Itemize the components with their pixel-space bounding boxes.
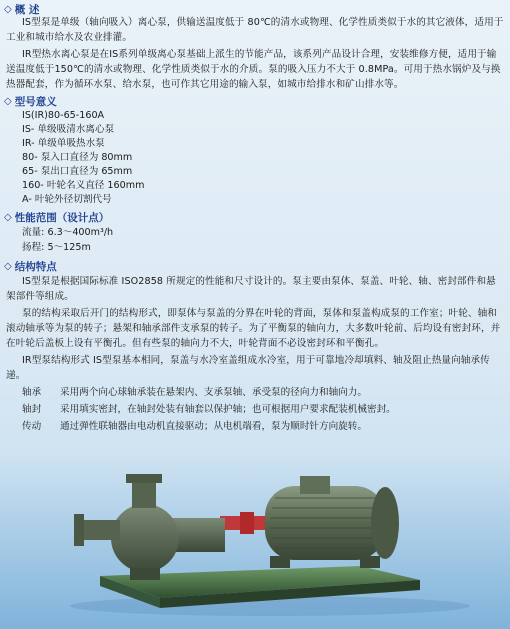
diamond-icon: ◇ xyxy=(4,96,12,107)
pump-foot xyxy=(130,568,160,580)
pump-svg xyxy=(60,458,480,618)
discharge-nozzle xyxy=(132,480,156,508)
structure-para-3: IR型泵结构形式 IS型泵基本相同，泵盖与水冷室盖组成水冷室，用于可靠地冷却填料、轴及阻止热量向轴承传递。 xyxy=(6,355,490,382)
pump-illustration xyxy=(60,458,480,618)
diamond-icon: ◇ xyxy=(4,261,12,272)
suction-flange-rim xyxy=(74,514,84,546)
feature-seal: 轴封 采用填实密封，在轴封处装有轴套以保护轴；也可根据用户要求配装机械密封。 xyxy=(22,404,396,415)
pump-volute xyxy=(111,504,179,572)
structure-title: ◇ 结构特点 xyxy=(4,261,57,273)
diamond-icon: ◇ xyxy=(4,212,12,223)
coupling xyxy=(240,512,254,534)
structure-para-2: 泵的结构采取后开门的结构形式，即泵体与泵盖的分界在叶轮的背面，泵体和泵盖构成泵的工作室；叶轮、轴和滚动轴承等为泵的转子；悬架和轴承部件支承泵的转子。为了平衡泵的轴向力，大多数叶轮前、后均设有密封环，并在叶轮后盖板上设有平衡孔。但有些泵的轴向力不大，叶轮背面不必设密封环和平衡孔。 xyxy=(6,308,501,350)
discharge-flange xyxy=(126,474,162,483)
model-line: 160- 叶轮名义直径 160mm xyxy=(22,180,145,191)
overview-para-2: IR型热水离心泵是在IS系列单级离心泵基础上派生的节能产品，该系列产品设计合理，安装维修方便，适用于输送温度低于150℃的清水或物理、化学性质类似于水的介质。泵的吸入压力不大于 0.8MPa。可用于热水锅炉及与换热器配套，作为循环水泵、给水泵，也可作其它用途的输入泵，如城市给排水和矿山排水等。 xyxy=(6,49,501,91)
model-line: IS- 单级吸清水离心泵 xyxy=(22,124,115,135)
diamond-icon: ◇ xyxy=(4,4,12,15)
motor-body xyxy=(265,486,385,560)
performance-title: ◇ 性能范围（设计点） xyxy=(4,212,110,224)
motor-fan-cover xyxy=(371,487,399,559)
structure-para-1: IS型泵是根据国际标准 ISO2858 所规定的性能和尺寸设计的。泵主要由泵体、泵盖、叶轮、轴、密封部件和悬架部件等组成。 xyxy=(6,276,496,303)
terminal-box xyxy=(300,476,330,494)
model-line: IS(IR)80-65-160A xyxy=(22,110,105,121)
motor-foot xyxy=(360,556,380,568)
flow-range: 流量: 6.3～400m³/h xyxy=(22,227,114,238)
overview-para-1: IS型泵是单级（轴向吸入）离心泵，供输送温度低于 80℃的清水或物理、化学性质类似于水的其它液体，适用于工业和城市给水及农业排灌。 xyxy=(6,17,504,44)
feature-drive: 传动 通过弹性联轴器由电动机直接驱动；从电机端看，泵为顺时针方向旋转。 xyxy=(22,421,367,432)
model-line: 65- 泵出口直径为 65mm xyxy=(22,166,133,177)
model-line: A- 叶轮外径切割代号 xyxy=(22,194,112,205)
suction-flange xyxy=(80,520,120,540)
overview-title: ◇ 概 述 xyxy=(4,4,40,16)
feature-bearing: 轴承 采用两个向心球轴承装在悬架内、支承泵轴、承受泵的径向力和轴向力。 xyxy=(22,387,367,398)
head-range: 扬程: 5～125m xyxy=(22,242,91,253)
motor-foot xyxy=(270,556,290,568)
model-line: 80- 泵入口直径为 80mm xyxy=(22,152,133,163)
model-line: IR- 单级单吸热水泵 xyxy=(22,138,105,149)
model-title: ◇ 型号意义 xyxy=(4,96,57,108)
